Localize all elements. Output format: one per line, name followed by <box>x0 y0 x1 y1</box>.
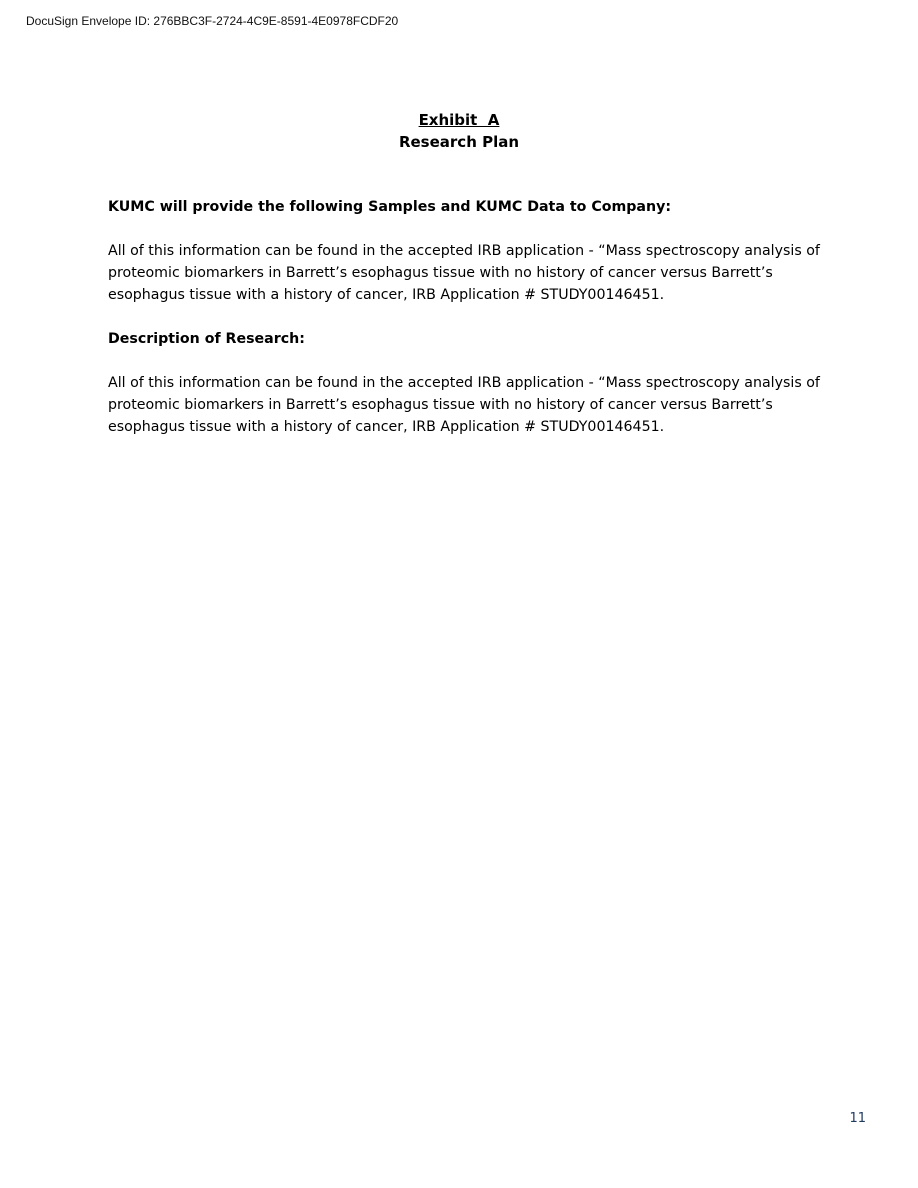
description-paragraph: All of this information can be found in the accepted IRB application - “Mass spectroscopy analysis of proteomic biomarkers in Barrett’s esophagus tissue with no history of cancer versus Barrett’s esophagus tissue with a history of cancer, IRB Application # STUDY00146451. <box>108 375 820 435</box>
document-body <box>108 196 820 438</box>
samples-paragraph: All of this information can be found in the accepted IRB application - “Mass spectroscopy analysis of proteomic biomarkers in Barrett’s esophagus tissue with no history of cancer versus Barrett’s esophagus tissue with a history of cancer, IRB Application # STUDY00146451. <box>108 243 820 303</box>
exhibit-title: Exhibit A <box>418 111 500 129</box>
document-header <box>0 109 918 153</box>
page-number: 11 <box>849 1111 866 1126</box>
samples-heading: KUMC will provide the following Samples and KUMC Data to Company: <box>108 199 672 215</box>
research-plan-title: Research Plan <box>398 133 520 151</box>
description-heading: Description of Research: <box>108 331 305 347</box>
docusign-envelope-id: DocuSign Envelope ID: 276BBC3F-2724-4C9E-8591-4E0978FCDF20 <box>26 14 399 28</box>
